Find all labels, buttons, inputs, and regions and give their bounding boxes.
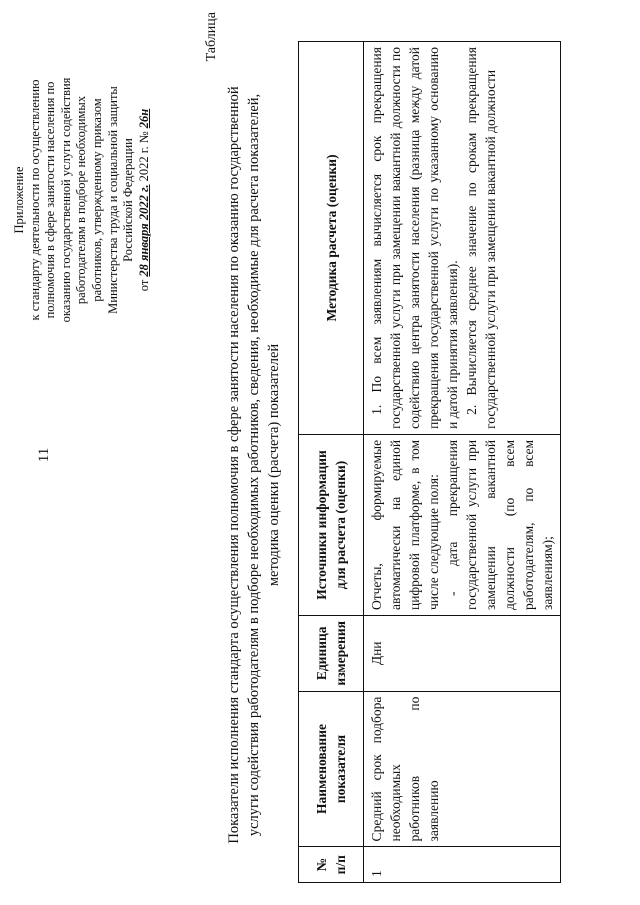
header-method: Методика расчета (оценки) <box>299 42 364 435</box>
sources-intro: Отчеты, формируемые автоматически на единой цифровой платформе, в том числе следующие поля: <box>369 439 441 611</box>
appendix-date-line <box>137 40 153 360</box>
header-sources: Источники информации для расчета (оценки) <box>299 434 364 615</box>
appendix-line: работников, утвержденному приказом <box>89 98 104 302</box>
date-prefix: от <box>136 279 151 292</box>
cell-unit: Дни <box>364 616 561 692</box>
indicators-table <box>298 41 561 883</box>
appendix-line: Российской Федерации <box>121 138 136 262</box>
header-num: № п/п <box>299 847 364 883</box>
appendix-block <box>12 40 152 360</box>
header-name: Наименование показателя <box>299 691 364 847</box>
table-row <box>364 42 561 883</box>
appendix-line: оказанию государственной услуги содействия <box>58 77 73 323</box>
document-title: Показатели исполнения стандарта осуществления полномочия в сфере занятости населения по оказанию государственной услуги содействия работодателям в подборе необходимых работников, сведения, необходимые для расчета показателей, методика оценки (расчета) показателей <box>226 86 282 844</box>
page-number: 11 <box>36 447 52 463</box>
appendix-line: Министерства труда и социальной защиты <box>105 86 120 314</box>
appendix-line: к стандарту деятельности по осуществлению <box>27 79 42 321</box>
method-step-1: 1. По всем заявлениям вычисляется срок прекращения государственной услуги при замещении вакантной должности по содействию центра занятости населения (разница между датой прекращения государственной услуги по указанному основанию и датой принятия заявления). <box>369 47 460 429</box>
order-number-label: 2022 г. № <box>136 131 151 182</box>
table-header-row <box>299 42 364 883</box>
cell-sources <box>364 434 561 615</box>
sources-item: - дата прекращения государственной услуги при замещении вакантной должности (по всем работодателям, по всем заявлениям); <box>445 439 555 611</box>
cell-name: Средний срок подбора необходимых работников по заявлению <box>364 691 561 847</box>
table-label: Таблица <box>204 12 219 62</box>
appendix-line: работодателям в подборе необходимых <box>74 95 89 305</box>
cell-num: 1 <box>364 847 561 883</box>
handwritten-order-number: 26н <box>136 108 151 129</box>
appendix-line: полномочия в сфере занятости населения по <box>43 81 58 319</box>
cell-method <box>364 42 561 435</box>
appendix-line: Приложение <box>12 166 26 234</box>
method-step-2: 2. Вычисляется среднее значение по срокам прекращения государственной услуги при замещении вакантной должности <box>464 47 498 429</box>
header-unit: Единица измерения <box>299 616 364 692</box>
handwritten-date: 28 января 2022 г. <box>136 184 151 277</box>
